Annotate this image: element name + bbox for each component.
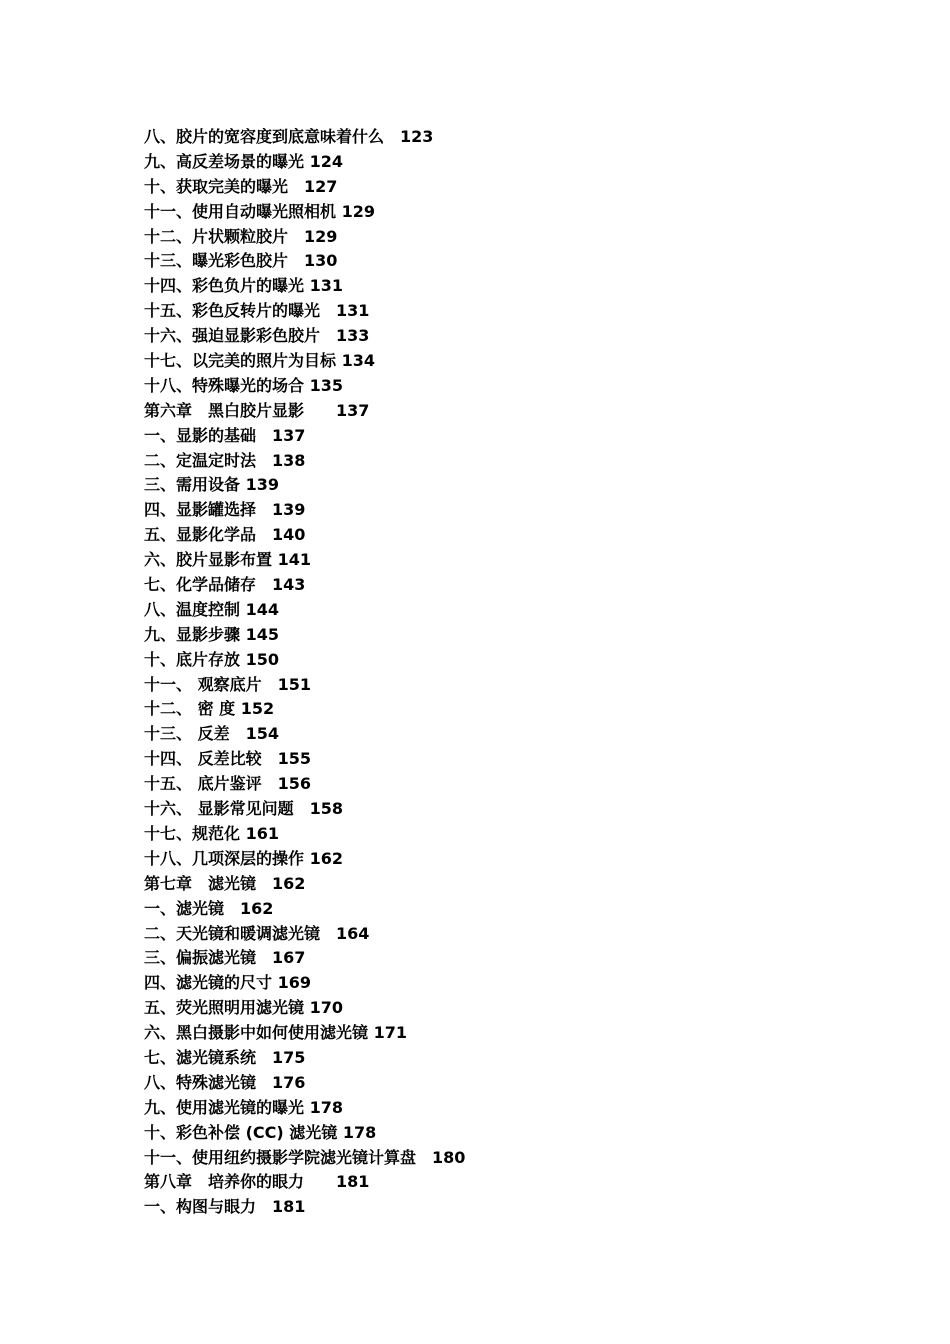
toc-entry: 第八章 培养你的眼力 181 <box>144 1172 370 1192</box>
toc-entry: 八、胶片的宽容度到底意味着什么 123 <box>144 127 434 146</box>
toc-entry: 十七、以完美的照片为目标 134 <box>144 351 375 371</box>
toc-entry: 一、构图与眼力 181 <box>144 1197 306 1217</box>
toc-entry: 四、显影罐选择 139 <box>144 500 306 520</box>
toc-entry: 十六、 显影常见问题 158 <box>144 799 343 819</box>
toc-entry: 二、天光镜和暖调滤光镜 164 <box>144 923 370 943</box>
toc-entry: 十六、强迫显影彩色胶片 133 <box>144 326 370 346</box>
toc-entry: 五、显影化学品 140 <box>144 525 306 545</box>
toc-entry: 二、定温定时法 138 <box>144 450 306 470</box>
toc-entry: 十、彩色补偿 (CC) 滤光镜 178 <box>144 1122 377 1142</box>
toc-entry: 五、荧光照明用滤光镜 170 <box>144 998 343 1018</box>
toc-entry: 九、显影步骤 145 <box>144 624 279 644</box>
toc-entry: 六、黑白摄影中如何使用滤光镜 171 <box>144 1023 407 1043</box>
toc-entry: 十三、 反差 154 <box>144 724 279 744</box>
toc-entry: 八、特殊滤光镜 176 <box>144 1072 306 1092</box>
toc-entry: 一、滤光镜 162 <box>144 898 274 918</box>
toc-entry: 十八、特殊曝光的场合 135 <box>144 375 343 395</box>
toc-entry: 十、获取完美的曝光 127 <box>144 176 338 196</box>
toc-entry: 十四、 反差比较 155 <box>144 749 311 769</box>
toc-entry: 十四、彩色负片的曝光 131 <box>144 276 343 296</box>
toc-entry: 十二、片状颗粒胶片 129 <box>144 226 338 246</box>
toc-entry: 六、胶片显影布置 141 <box>144 550 311 570</box>
toc-entry: 一、显影的基础 137 <box>144 425 306 445</box>
toc-entry: 七、滤光镜系统 175 <box>144 1047 306 1067</box>
toc-entry: 十三、曝光彩色胶片 130 <box>144 251 338 271</box>
toc-entry: 四、滤光镜的尺寸 169 <box>144 973 311 993</box>
toc-entry: 八、温度控制 144 <box>144 599 279 619</box>
toc-entry: 九、使用滤光镜的曝光 178 <box>144 1097 343 1117</box>
toc-entry: 十一、使用纽约摄影学院滤光镜计算盘 180 <box>144 1147 466 1167</box>
toc-entry: 三、需用设备 139 <box>144 475 279 495</box>
toc-entry: 第六章 黑白胶片显影 137 <box>144 400 370 420</box>
toc-entry: 十一、使用自动曝光照相机 129 <box>144 201 375 221</box>
toc-entry: 第七章 滤光镜 162 <box>144 873 306 893</box>
toc-entry: 十七、规范化 161 <box>144 823 279 843</box>
toc-entry: 十五、 底片鉴评 156 <box>144 774 311 794</box>
toc-entry: 十八、几项深层的操作 162 <box>144 848 343 868</box>
table-of-contents <box>144 125 465 1220</box>
toc-entry: 七、化学品储存 143 <box>144 575 306 595</box>
toc-entry: 九、高反差场景的曝光 124 <box>144 151 343 171</box>
toc-entry: 十、底片存放 150 <box>144 649 279 669</box>
toc-entry: 三、偏振滤光镜 167 <box>144 948 306 968</box>
toc-entry: 十一、 观察底片 151 <box>144 674 311 694</box>
toc-entry: 十五、彩色反转片的曝光 131 <box>144 301 370 321</box>
toc-entry: 十二、 密 度 152 <box>144 699 275 719</box>
